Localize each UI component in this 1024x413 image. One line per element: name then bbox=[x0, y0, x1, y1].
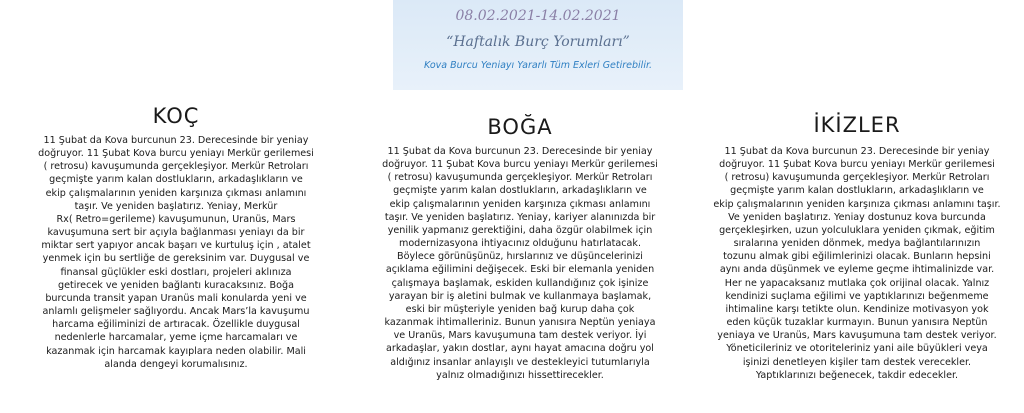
column-koc bbox=[6, 104, 346, 371]
header-banner bbox=[393, 0, 683, 90]
body-koc: 11 Şubat da Kova burcunun 23. Derecesinde bir yeniay doğruyor. 11 Şubat Kova burcu yeniayı Merkür gerilemesi ( retrosu) kavuşumunda gerçekleşiyor. Merkür Retroları geçmişte yarım kalan dostlukların, arkadaşlıkların ve ekip çalışmalarının yeniden karşınıza çıkması anlamını taşır. Ve yeniden başlatırız. Yeniay, Merkür Rx( Retro=gerileme) kavuşumunun, Uranüs, Mars kavuşumuna sert bir açıyla bağlanması yeniayı da bir miktar sert yapıyor ancak başarı ve kurtuluş için , atalet yenmek için bu sertliğe de gereksinim var. Duygusal ve finansal güçlükler eski dostları, projeleri aklınıza getirecek ve yeniden bağlantı kuracaksınız. Boğa burcunda transit yapan Uranüs mali konularda yeni ve anlamlı gelişmeler sağlıyordu. Ancak Mars’la kavuşumu harcama eğiliminizi de artıracak. Özellikle duygusal nedenlerle harcamalar, yeme içme harcamaları ve kazanmak için harcamak kayıplara neden olabilir. Mali alanda dengeyi korumalısınız. bbox=[38, 135, 314, 370]
heading-boga: BOĞA bbox=[487, 115, 553, 139]
heading-koc: KOÇ bbox=[152, 104, 200, 128]
column-ikizler bbox=[690, 113, 1024, 382]
column-boga bbox=[352, 115, 688, 382]
body-ikizler: 11 Şubat da Kova burcunun 23. Derecesinde bir yeniay doğruyor. 11 Şubat Kova burcu yeniayı Merkür gerilemesi ( retrosu) kavuşumunda gerçekleşiyor. Merkür Retroları geçmişte yarım kalan dostlukların, arkadaşlıkların ve ekip çalışmalarının yeniden karşınıza çıkması anlamını taşır. Ve yeniden başlatırız. Yeniay dostunuz kova burcunda gerçekleşirken, uzun yolculuklara yeniden çıkmak, eğitim sıralarına yeniden dönmek, medya bağlantılarınızın tozunu almak gibi eğilimlerinizi olacak. Bunların hepsini aynı anda düşünmek ve eyleme geçme ihtimalinizde var. Her ne yapacaksanız mutlaka çok orijinal olacak. Yalnız kendinizi suçlama eğilimi ve yaptıklarınızı beğenmeme ihtimaline karşı tetikte olun. Kendinize motivasyon yok eden küçük tuzaklar kurmayın. Bunun yanısıra Neptün yeniaya ve Uranüs, Mars kavuşumuna tam destek veriyor. Yöneticileriniz ve otoriteleriniz yani aile büyükleri veya işinizi denetleyen kişiler tam destek verecekler. Yaptıklarınızı beğenecek, takdir edecekler. bbox=[713, 146, 1001, 381]
heading-ikizler: İKİZLER bbox=[813, 113, 901, 137]
banner-subtitle: “Haftalık Burç Yorumları” bbox=[446, 34, 630, 50]
date-range: 08.02.2021-14.02.2021 bbox=[455, 8, 621, 24]
banner-tagline: Kova Burcu Yeniayı Yararlı Tüm Exleri Getirebilir. bbox=[423, 60, 653, 71]
body-boga: 11 Şubat da Kova burcunun 23. Derecesinde bir yeniay doğruyor. 11 Şubat Kova burcu yeniayı Merkür gerilemesi ( retrosu) kavuşumunda gerçekleşiyor. Merkür Retroları geçmişte yarım kalan dostlukların, arkadaşlıkların ve ekip çalışmalarının yeniden karşınıza çıkması anlamını taşır. Ve yeniden başlatırız. Yeniay, kariyer alanınızda bir yenilik yapmanız gerektiğini, daha özgür olabilmek için modernizasyona ihtiyacınız olduğunu hatırlatacak. Böylece görünüşünüz, hırslarınız ve düşüncelerinizi açıklama eğilimini değişecek. Eski bir elemanla yeniden çalışmaya başlamak, eskiden kullandığınız çok işinize yarayan bir iş aletini bulmak ve kullanmaya başlamak, eski bir müşteriyle yeniden bağ kurup daha çok kazanmak ihtimalleriniz. Bunun yanısıra Neptün yeniaya ve Uranüs, Mars kavuşumuna tam destek veriyor. İyi arkadaşlar, yakın dostlar, aynı hayat amacına doğru yol aldığınız insanlar anlayışlı ve destekleyici tutumlarıyla yalnız olmadığınızı hissettirecekler. bbox=[382, 146, 658, 381]
